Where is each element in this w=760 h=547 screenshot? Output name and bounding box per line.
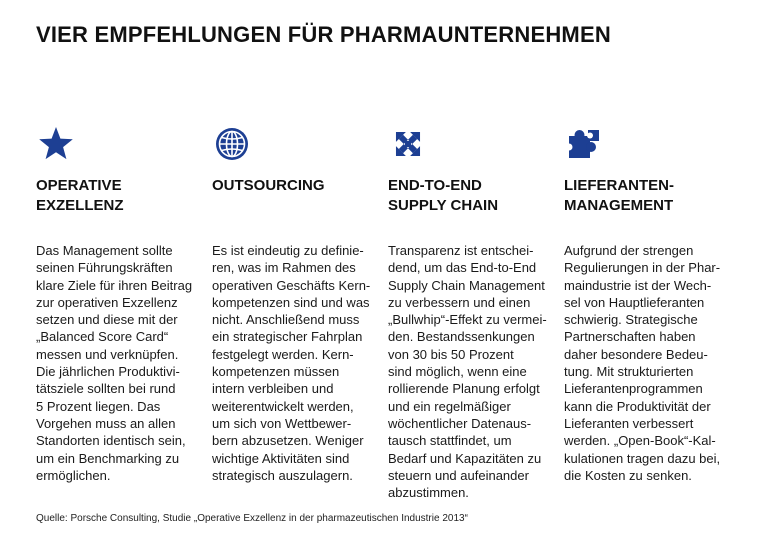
puzzle-icon bbox=[566, 126, 602, 162]
recommendation-operative-exzellenz bbox=[36, 126, 204, 484]
arrows-icon bbox=[390, 126, 426, 162]
column-text: Es ist eindeutig zu definie- ren, was im Rahmen des operativen Geschäfts Kern- kompetenzen sind und was nicht. Anschließend muss ein strategischer Fahrplan festgelegt werden. Kern- kompetenzen müssen intern verbleiben und weiterentwickelt werden, um sich von Wettbewer- bern abzusetzen. Weniger wichtige Aktivitäten sind strategisch auszulagern. bbox=[212, 243, 371, 483]
column-text: Das Management sollte seinen Führungskräften klare Ziele für ihren Beitrag zur operativen Exzellenz setzen und diese mit der „Balanced Score Card“ messen und verknüpfen. Die jährlichen Produktivi- tätsziele sollten bei rund 5 Prozent liegen. Das Vorgehen muss an allen Standorten identisch sein, um ein Benchmarking zu ermöglichen. bbox=[36, 243, 193, 483]
column-text: Aufgrund der strengen Regulierungen in der Phar- maindustrie ist der Wech- sel von Hauptlieferanten schwierig. Strategische Partnerschaften haben daher besondere Bedeu- tung. Mit strukturierten Lieferantenprogrammen kann die Produktivität der Lieferanten verbessert werden. „Open-Book“-Kal- kulationen tragen dazu bei, die Kosten zu senken. bbox=[564, 243, 721, 483]
column-text: Transparenz ist entschei- dend, um das End-to-End Supply Chain Management zu verbessern und einen „Bullwhip“-Effekt zu vermei- den. Bestandssenkungen von 30 bis 50 Prozent sind möglich, wenn eine rollierende Planung erfolgt und ein regelmäßiger wöchentlicher Datenaus- tausch stattfindet, um Bedarf und Kapazitäten zu steuern und aufeinander abzustimmen. bbox=[388, 243, 547, 501]
column-heading: OPERATIVE EXZELLENZ bbox=[36, 177, 124, 214]
source-note: Quelle: Porsche Consulting, Studie „Operative Exzellenz in der pharmazeutischen Industrie 2013“ bbox=[36, 513, 468, 524]
page-title: VIER EMPFEHLUNGEN FÜR PHARMAUNTERNEHMEN bbox=[36, 22, 611, 47]
recommendation-supply-chain bbox=[388, 126, 556, 501]
column-heading: LIEFERANTEN- MANAGEMENT bbox=[564, 177, 674, 214]
star-icon bbox=[38, 126, 74, 162]
column-heading: OUTSOURCING bbox=[212, 177, 325, 194]
globe-icon bbox=[214, 126, 250, 162]
recommendation-outsourcing bbox=[212, 126, 380, 484]
column-heading: END-TO-END SUPPLY CHAIN bbox=[388, 177, 499, 214]
recommendation-lieferantenmanagement bbox=[564, 126, 732, 484]
